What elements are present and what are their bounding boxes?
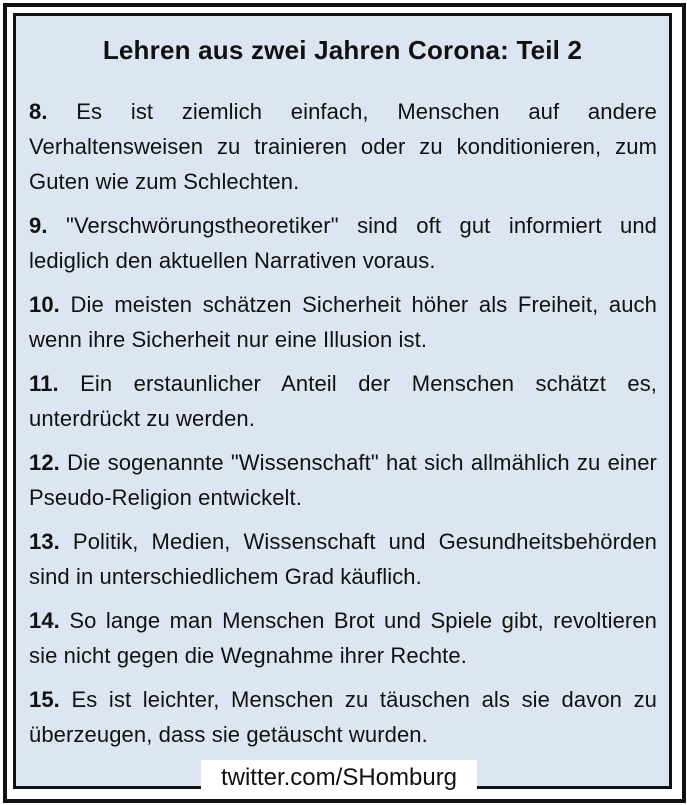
lesson-number: 10. bbox=[29, 292, 60, 317]
lesson-item bbox=[29, 682, 657, 752]
lesson-text: Es ist leichter, Menschen zu täuschen als sie davon zu überzeugen, dass sie getäuscht wurden. bbox=[29, 687, 657, 747]
lesson-text: Es ist ziemlich einfach, Menschen auf andere Verhaltensweisen zu trainieren oder zu konditionieren, zum Guten wie zum Schlechten. bbox=[29, 99, 657, 194]
twitter-credit: twitter.com/SHomburg bbox=[201, 760, 477, 798]
lesson-number: 13. bbox=[29, 529, 60, 554]
lesson-text: Die sogenannte "Wissenschaft" hat sich allmählich zu einer Pseudo-Religion entwickelt. bbox=[29, 450, 657, 510]
lesson-item bbox=[29, 524, 657, 594]
lesson-number: 14. bbox=[29, 608, 60, 633]
lesson-text: Die meisten schätzen Sicherheit höher als Freiheit, auch wenn ihre Sicherheit nur eine Illusion ist. bbox=[29, 292, 657, 352]
lesson-number: 8. bbox=[29, 99, 48, 124]
lesson-item bbox=[29, 603, 657, 673]
lesson-number: 11. bbox=[29, 371, 59, 396]
lesson-text: Politik, Medien, Wissenschaft und Gesundheitsbehörden sind in unterschiedlichem Grad käuflich. bbox=[29, 529, 657, 589]
lesson-item bbox=[29, 287, 657, 357]
lesson-number: 15. bbox=[29, 687, 60, 712]
lesson-item bbox=[29, 445, 657, 515]
lesson-text: "Verschwörungstheoretiker" sind oft gut informiert und lediglich den aktuellen Narrativen voraus. bbox=[29, 213, 657, 273]
lesson-list bbox=[29, 94, 657, 761]
lesson-item bbox=[29, 94, 657, 199]
lesson-number: 12. bbox=[29, 450, 60, 475]
content-panel bbox=[13, 13, 672, 789]
lesson-text: Ein erstaunlicher Anteil der Menschen schätzt es, unterdrückt zu werden. bbox=[29, 371, 658, 431]
lesson-item bbox=[29, 208, 657, 278]
lesson-number: 9. bbox=[29, 213, 48, 238]
lesson-text: So lange man Menschen Brot und Spiele gibt, revoltieren sie nicht gegen die Wegnahme ihrer Rechte. bbox=[29, 608, 657, 668]
page-title: Lehren aus zwei Jahren Corona: Teil 2 bbox=[102, 35, 583, 65]
lesson-item bbox=[29, 366, 657, 436]
